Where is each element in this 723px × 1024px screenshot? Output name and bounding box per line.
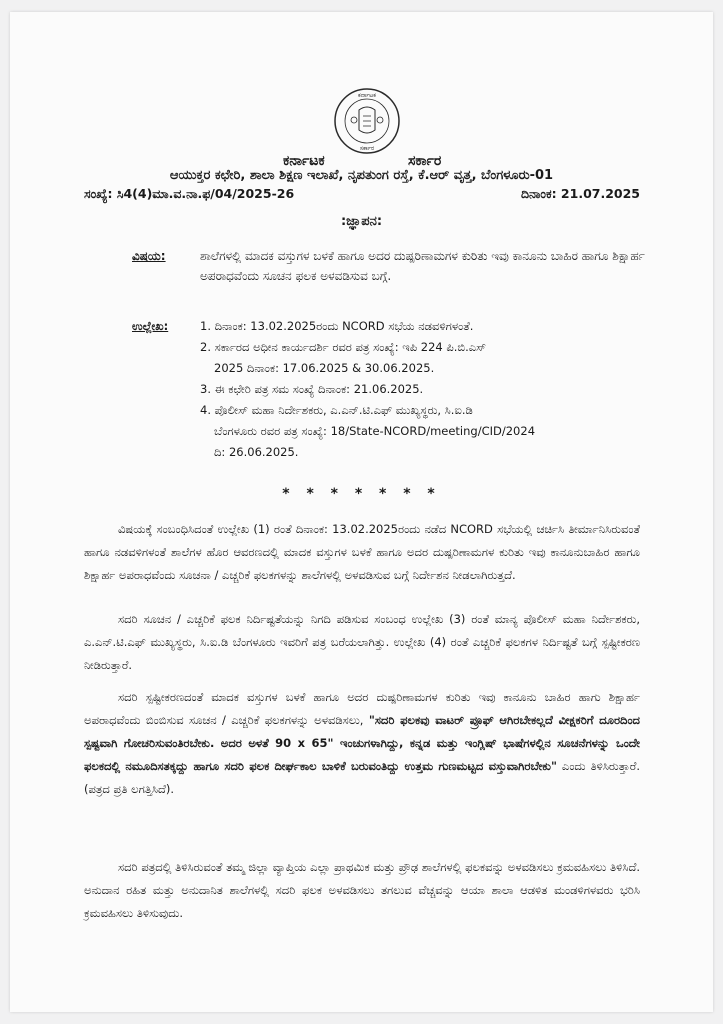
notice-title: :ಜ್ಞಾಪನ: (340, 214, 383, 229)
subject-text: ಶಾಲೆಗಳಲ್ಲಿ ಮಾದಕ ವಸ್ತುಗಳ ಬಳಕೆ ಹಾಗೂ ಅದರ ದುಷ್ಪರಿಣಾಮಗಳ ಕುರಿತು ಇವು ಕಾನೂನು ಬಾಹಿರ ಹಾಗೂ ಶಿಕ್ಷಾರ್ಹ ಅಪರಾಧವೆಂದು ಸೂಚನ ಫಲಕ ಅಳವಡಿಸುವ ಬಗ್ಗೆ. (200, 249, 645, 283)
office-address: ಆಯುಕ್ತರ ಕಛೇರಿ, ಶಾಲಾ ಶಿಕ್ಷಣ ಇಲಾಖೆ, ನೃಪತುಂಗ ರಸ್ತೆ, ಕೆ.ಆರ್ ವೃತ್ತ, ಬೆಂಗಳೂರು-01 (169, 168, 554, 183)
subject-label: ವಿಷಯ: (132, 249, 166, 263)
document-date: ದಿನಾಂಕ: 21.07.2025 (520, 186, 640, 201)
references-block (132, 316, 692, 463)
reference-item: 4. ಪೊಲೀಸ್ ಮಹಾ ನಿರ್ದೇಶಕರು, ಎ.ಎನ್.ಟಿ.ಎಫ್ ಮುಖ್ಯಸ್ಥರು, ಸಿ.ಐ.ಡಿ ಬೆಂಗಳೂರು ರವರ ಪತ್ರ ಸಂಖ್ಯೆ: 18/State-NCORD/meeting/CID/2024 ದಿ: 26.06.2025. (200, 403, 536, 459)
reference-item: 1. ದಿನಾಂಕ: 13.02.2025ರಂದು NCORD ಸಭೆಯ ನಡವಳಿಗಳಂತೆ. (200, 319, 474, 333)
paragraph-3-emphasis: "ಸದರಿ ಫಲಕವು ವಾಟರ್ ಪ್ರೂಫ್ ಆಗಿರಬೇಕಲ್ಲದೆ ವೀಕ್ಷಕರಿಗೆ ದೂರದಿಂದ ಸ್ಪಷ್ಟವಾಗಿ ಗೋಚರಿಸುವಂತಿರಬೇಕು. ಅದರ ಅಳತೆ 90 x 65" ಇಂಚುಗಳಾಗಿದ್ದು, ಕನ್ನಡ ಮತ್ತು ಇಂಗ್ಲಿಷ್ ಭಾಷೆಗಳಲ್ಲಿನ ಸೂಚನೆಗಳನ್ನು ಒಂದೇ ಫಲಕದಲ್ಲಿ ನಮೂದಿಸತಕ್ಕದ್ದು ಹಾಗೂ ಸದರಿ ಫಲಕ ದೀರ್ಘಕಾಲ ಬಾಳಿಕೆ ಬರುವಂತಿದ್ದು ಉತ್ತಮ ಗುಣಮಟ್ಟದ ವಸ್ತುವಾಗಿರಬೇಕು" (84, 713, 640, 773)
reference-item: 3. ಈ ಕಛೇರಿ ಪತ್ರ ಸಮ ಸಂಖ್ಯೆ ದಿನಾಂಕ: 21.06.2025. (200, 382, 424, 396)
reference-row (84, 186, 640, 204)
section-separator: * * * * * * * (282, 486, 441, 502)
seal-bottom-text: ಸರ್ಕಾರ (359, 145, 375, 152)
references-label: ಉಲ್ಲೇಖ: (132, 319, 169, 333)
reference-number: ಸಂಖ್ಯೆ: ಸಿ4(4)ಮಾ.ವ.ನಾ.ಫ/04/2025-26 (84, 186, 295, 201)
seal-top-text: ಕರ್ನಾಟಕ (358, 92, 376, 99)
paragraph-1: ವಿಷಯಕ್ಕೆ ಸಂಬಂಧಿಸಿದಂತೆ ಉಲ್ಲೇಖ (1) ರಂತೆ ದಿನಾಂಕ: 13.02.2025ರಂದು ನಡೆದ NCORD ಸಭೆಯಲ್ಲಿ ಚರ್ಚಿಸಿ ತೀರ್ಮಾನಿಸಿರುವಂತೆ ಹಾಗೂ ನಡವಳಿಗಳಂತೆ ಶಾಲೆಗಳ ಹೊರ ಆವರಣದಲ್ಲಿ ಮಾದಕ ವಸ್ತುಗಳ ಬಳಕೆ ಹಾಗೂ ಅದರ ದುಷ್ಪರಿಣಾಮಗಳ ಕುರಿತು ಇವು ಕಾನೂನುಬಾಹಿರ ಹಾಗೂ ಶಿಕ್ಷಾರ್ಹ ಅಪರಾಧವೆಂದು ಸೂಚನಾ / ಎಚ್ಚರಿಕೆ ಫಲಕಗಳನ್ನು ಶಾಲೆಗಳಲ್ಲಿ ಅಳವಡಿಸುವ ಬಗ್ಗೆ ನಿರ್ದೇಶನ ನೀಡಲಾಗಿರುತ್ತದೆ. (84, 522, 640, 582)
reference-item: 2. ಸರ್ಕಾರದ ಅಧೀನ ಕಾರ್ಯದರ್ಶಿ ರವರ ಪತ್ರ ಸಂಖ್ಯೆ: ಇಪಿ 224 ಪಿ.ಬಿ.ಎಸ್ 2025 ದಿನಾಂಕ: 17.06.2025 & 30.06.2025. (200, 340, 487, 375)
paragraph-4: ಸದರಿ ಪತ್ರದಲ್ಲಿ ತಿಳಿಸಿರುವಂತೆ ತಮ್ಮ ಜಿಲ್ಲಾ ವ್ಯಾಪ್ತಿಯ ಎಲ್ಲಾ ಪ್ರಾಥಮಿಕ ಮತ್ತು ಪ್ರೌಢ ಶಾಲೆಗಳಲ್ಲಿ ಫಲಕವನ್ನು ಅಳವಡಿಸಲು ಕ್ರಮವಹಿಸಲು ತಿಳಿಸಿದೆ. ಅನುದಾನ ರಹಿತ ಮತ್ತು ಅನುದಾನಿತ ಶಾಲೆಗಳಲ್ಲಿ ಸದರಿ ಫಲಕ ಅಳವಡಿಸಲು ತಗಲುವ ವೆಚ್ಚವನ್ನು ಆಯಾ ಶಾಲಾ ಆಡಳಿತ ಮಂಡಳಿಗಳವರು ಭರಿಸಿ ಕ್ರಮವಹಿಸಲು ತಿಳಿಸುವುದು. (84, 860, 640, 920)
state-name-left: ಕರ್ನಾಟಕ (283, 153, 325, 169)
state-name-right: ಸರ್ಕಾರ (408, 153, 442, 169)
references-list (132, 316, 692, 463)
paragraph-3: ಸದರಿ ಸ್ಪಷ್ಟೀಕರಣದಂತೆ ಮಾದಕ ವಸ್ತುಗಳ ಬಳಕೆ ಹಾಗೂ ಅದರ ದುಷ್ಪರಿಣಾಮಗಳ ಕುರಿತು ಇವು ಕಾನೂನು ಬಾಹಿರ ಹಾಗು ಶಿಕ್ಷಾರ್ಹ ಅಪರಾಧವೆಂದು ಬಿಂಬಿಸುವ ಸೂಚನ / ಎಚ್ಚರಿಕೆ ಫಲಕಗಳನ್ನು ಅಳವಡಿಸಲು, "ಸದರಿ ಫಲಕವು ವಾಟರ್ ಪ್ರೂಫ್ ಆಗಿರಬೇಕಲ್ಲದೆ ವೀಕ್ಷಕರಿಗೆ ದೂರದಿಂದ ಸ್ಪಷ್ಟವಾಗಿ ಗೋಚರಿಸುವಂತಿರಬೇಕು. ಅದರ ಅಳತೆ 90 x 65" ಇಂಚುಗಳಾಗಿದ್ದು, ಕನ್ನಡ ಮತ್ತು ಇಂಗ್ಲಿಷ್ ಭಾಷೆಗಳಲ್ಲಿನ ಸೂಚನೆಗಳನ್ನು ಒಂದೇ ಫಲಕದಲ್ಲಿ ನಮೂದಿಸತಕ್ಕದ್ದು ಹಾಗೂ ಸದರಿ ಫಲಕ ದೀರ್ಘಕಾಲ ಬಾಳಿಕೆ ಬರುವಂತಿದ್ದು ಉತ್ತಮ ಗುಣಮಟ್ಟದ ವಸ್ತುವಾಗಿರಬೇಕು" ಎಂದು ತಿಳಿಸಿರುತ್ತಾರೆ. (ಪತ್ರದ ಪ್ರತಿ ಲಗತ್ತಿಸಿದೆ). (84, 690, 640, 796)
state-emblem-seal-icon (332, 86, 402, 156)
paragraph-2: ಸದರಿ ಸೂಚನ / ಎಚ್ಚರಿಕೆ ಫಲಕ ನಿರ್ದಿಷ್ಟತೆಯನ್ನು ನಿಗದಿ ಪಡಿಸುವ ಸಂಬಂಧ ಉಲ್ಲೇಖ (3) ರಂತೆ ಮಾನ್ಯ ಪೊಲೀಸ್ ಮಹಾ ನಿರ್ದೇಶಕರು, ಎ.ಎನ್.ಟಿ.ಎಫ್ ಮುಖ್ಯಸ್ಥರು, ಸಿ.ಐ.ಡಿ ಬೆಂಗಳೂರು ಇವರಿಗೆ ಪತ್ರ ಬರೆಯಲಾಗಿತ್ತು. ಉಲ್ಲೇಖ (4) ರಂತೆ ಎಚ್ಚರಿಕೆ ಫಲಕಗಳ ನಿರ್ದಿಷ್ಟತೆ ಬಗ್ಗೆ ಸ್ಪಷ್ಟೀಕರಣ ನೀಡಿರುತ್ತಾರೆ. (84, 612, 640, 672)
